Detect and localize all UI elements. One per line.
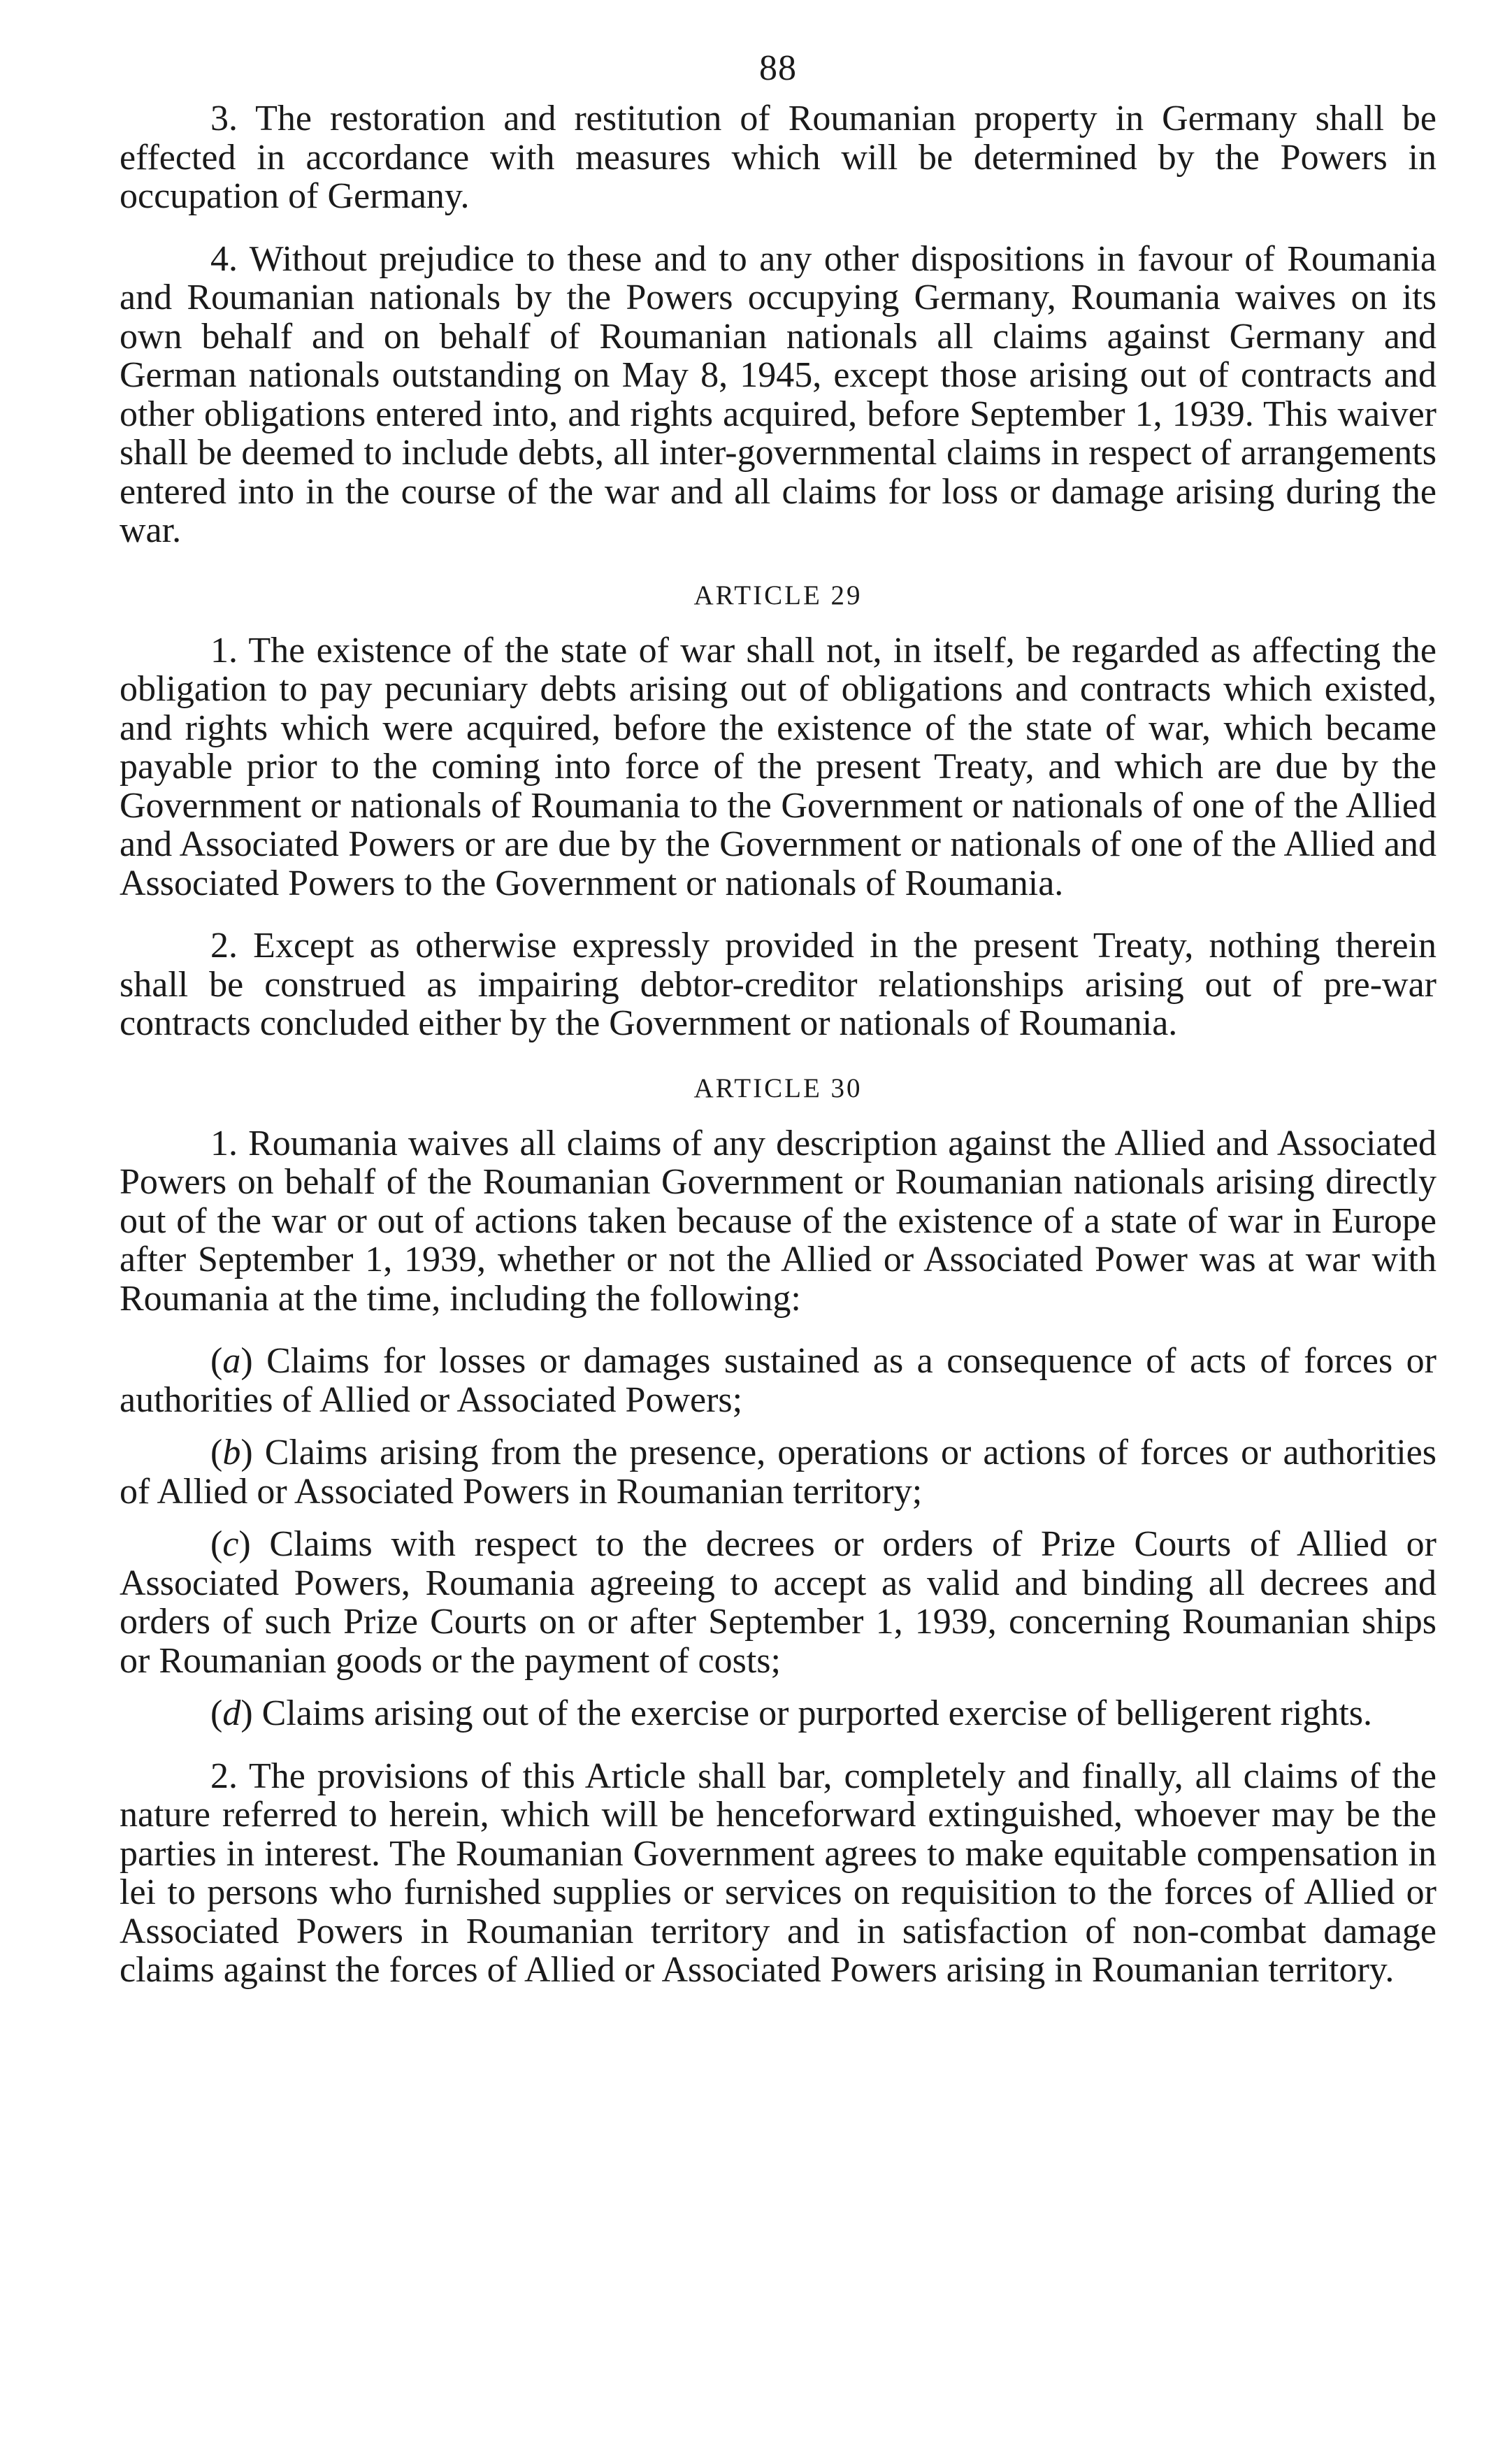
page-number: 88 (759, 48, 797, 88)
article-30-item-c: (c) Claims with respect to the decrees or orders of Prize Courts of Allied or Associated Powers, Roumania agreeing to accept as valid and binding all decrees and orders of such Prize Courts on or after September 1, 1939, concerning Roumanian ships or Roumanian goods or the payment of costs; (120, 1524, 1437, 1681)
article-30-paragraph-2: 2. The provisions of this Article shall bar, completely and finally, all claims of the nature referred to herein, which will be henceforward extinguished, whoever may be the parties in interest. The Roumanian Government agrees to make equitable compensation in lei to persons who furnished supplies or services on requisition to the forces of Allied or Associated Powers in Roumanian territory and in satisfaction of non-combat damage claims against the forces of Allied or Associated Powers arising in Roumanian territory. (120, 1756, 1437, 1990)
item-text: Claims for losses or damages sustained as a consequence of acts of forces or authorities of Allied or Associated Powers; (120, 1341, 1437, 1420)
item-letter: d (222, 1693, 241, 1733)
article-30-paragraph-1: 1. Roumania waives all claims of any description against the Allied and Associated Powers on behalf of the Roumanian Government or Roumanian nationals arising directly out of the war or out of actions taken because of the existence of a state of war in Europe after September 1, 1939, whether or not the Allied or Associated Power was at war with Roumania at the time, including the following: (120, 1123, 1437, 1319)
item-letter: b (222, 1433, 241, 1472)
item-letter: a (222, 1341, 241, 1381)
article-29-heading: ARTICLE 29 (693, 580, 863, 610)
article-30-item-a: (a) Claims for losses or damages sustained as a consequence of acts of forces or authorities of Allied or Associated Powers; (120, 1341, 1437, 1420)
article-30-item-b: (b) Claims arising from the presence, operations or actions of forces or authorities of Allied or Associated Powers in Roumanian territory; (120, 1433, 1437, 1512)
document-page (120, 48, 1437, 1990)
article-30-item-d: (d) Claims arising out of the exercise or purported exercise of belligerent rights. (210, 1693, 1373, 1733)
article-30-heading: ARTICLE 30 (693, 1073, 863, 1103)
item-text: Claims arising out of the exercise or purported exercise of belligerent rights. (261, 1693, 1373, 1733)
paragraph-4-waiver-germany: 4. Without prejudice to these and to any other dispositions in favour of Roumania and Roumanian nationals by the Powers occupying Germany, Roumania waives on its own behalf and on behalf of Roumanian nationals all claims against Germany and German nationals outstanding on May 8, 1945, except those arising out of contracts and other obligations entered into, and rights acquired, before September 1, 1939. This waiver shall be deemed to include debts, all inter-governmental claims in respect of arrangements entered into in the course of the war and all claims for loss or damage arising during the war. (120, 238, 1437, 550)
item-text: Claims arising from the presence, operations or actions of forces or authorities of Allied or Associated Powers in Roumanian territory; (120, 1433, 1437, 1512)
article-29-paragraph-2: 2. Except as otherwise expressly provided in the present Treaty, nothing therein shall be construed as impairing debtor-creditor relationships arising out of pre-war contracts concluded either by the Government or nationals of Roumania. (120, 926, 1437, 1043)
article-29-paragraph-1: 1. The existence of the state of war shall not, in itself, be regarded as affecting the obligation to pay pecuniary debts arising out of obligations and contracts which existed, and rights which were acquired, before the existence of the state of war, which became payable prior to the coming into force of the present Treaty, and which are due by the Government or nationals of Roumania to the Government or nationals of one of the Allied and Associated Powers or are due by the Government or nationals of one of the Allied and Associated Powers to the Government or nationals of Roumania. (120, 630, 1437, 903)
paragraph-3-restitution: 3. The restoration and restitution of Roumanian property in Germany shall be effected in accordance with measures which will be determined by the Powers in occupation of Germany. (120, 99, 1437, 216)
item-text: Claims with respect to the decrees or orders of Prize Courts of Allied or Associated Powers, Roumania agreeing to accept as valid and binding all decrees and orders of such Prize Courts on or after September 1, 1939, concerning Roumanian ships or Roumanian goods or the payment of costs; (120, 1524, 1437, 1681)
item-letter: c (222, 1524, 239, 1564)
